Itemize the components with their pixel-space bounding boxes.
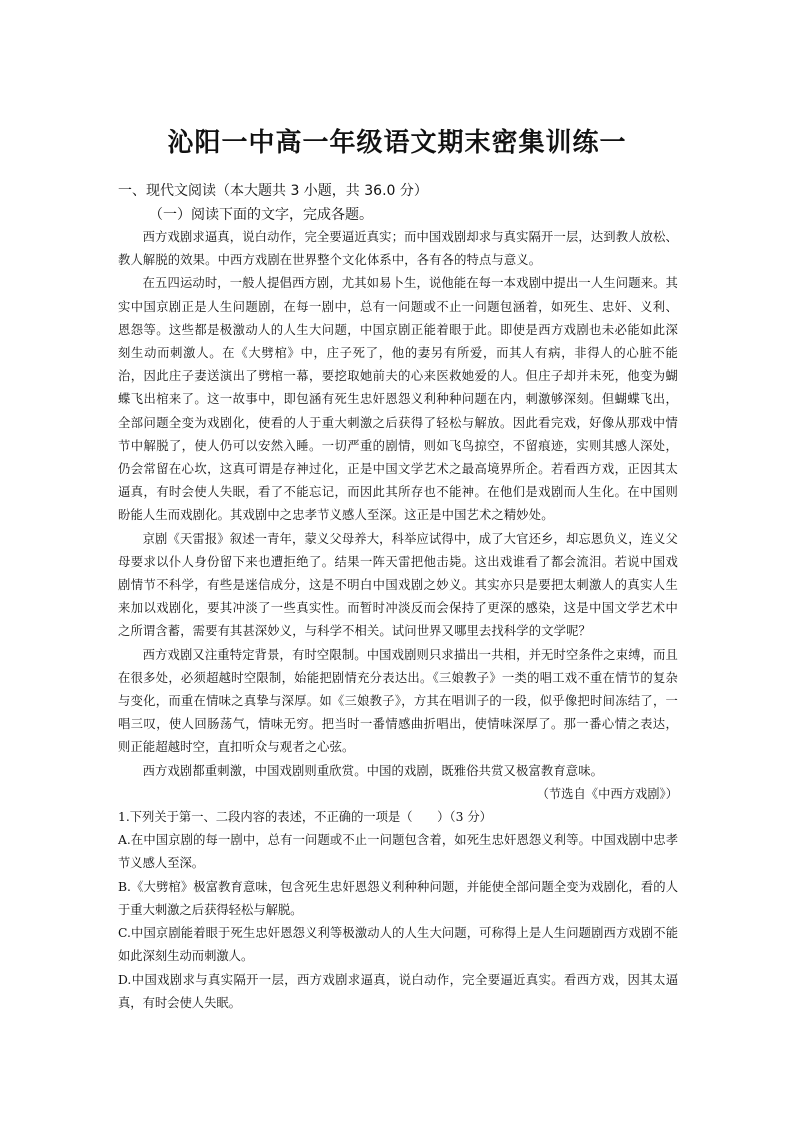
reading-passage [118, 226, 678, 1015]
page-title: 沁阳一中高一年级语文期末密集训练一 [167, 128, 627, 158]
option-b: B.《大劈棺》极富教育意味，包含死生忠奸恩怨义利种种问题，并能使全部问题全变为戏剧化，看的人于重大刺激之后获得轻松与解脱。 [118, 879, 678, 917]
option-c: C.中国京剧能着眼于死生忠奸恩怨义利等极激动人的人生大问题，可称得上是人生问题剧西方戏剧不能如此深刻生动而刺激人。 [118, 926, 678, 964]
passage-source: （节选自《中西方戏剧》） [536, 786, 678, 801]
option-d: D.中国戏剧求与真实隔开一层，西方戏剧求逼真，说白动作，完全要逼近真实。看西方戏，因其太逼真，有时会使人失眠。 [118, 972, 678, 1010]
passage-paragraph: 西方戏剧又注重特定背景，有时空限制。中国戏剧则只求描出一共相，并无时空条件之束缚，而且在很多处，必须超越时空限制，始能把剧情充分表达出。《三娘教子》一类的唱工戏不重在情节的复杂与变化，而重在情味之真挚与深厚。如《三娘教子》，方其在唱训子的一段，似乎像把时间冻结了，一唱三叹，使人回肠荡气，情味无穷。把当时一番情感曲折唱出，使情味深厚了。那一番心情之表达，则正能超越时空，直扣听众与观者之心弦。 [118, 647, 678, 755]
passage-paragraph: 在五四运动时，一般人提倡西方剧，尤其如易卜生，说他能在每一本戏剧中提出一人生问题来。其实中国京剧正是人生问题剧，在每一剧中，总有一问题或不止一问题包涵着，如死生、忠奸、义利、恩怨等。这些都是极激动人的人生大问题，中国京剧正能着眼于此。即使是西方戏剧也未必能如此深刻生动而刺激人。在《大劈棺》中，庄子死了，他的妻另有所爱，而其人有病，非得人的心脏不能治，因此庄子妻送演出了劈棺一幕，要挖取她前夫的心来医救她爱的人。但庄子却并未死，他变为蝴蝶飞出棺来了。这一故事中，即包涵有死生忠奸恩怨义利种种问题在内，刺激够深刻。但蝴蝶飞出，全部问题全变为戏剧化，使看的人于重大刺激之后获得了轻松与解放。因此看完戏，好像从那戏中情节中解脱了，使人仍可以安然入睡。一切严重的剧情，则如飞鸟掠空，不留痕迹，实则其感人深处，仍会常留在心坎，这真可谓是存神过化，正是中国文学艺术之最高境界所企。若看西方戏，正因其太逼真，有时会使人失眠，看了不能忘记，而因此其所存也不能神。在他们是戏剧而人生化。在中国则盼能人生而戏剧化。其戏剧中之忠孝节义感人至深。这正是中国艺术之精妙处。 [118, 276, 678, 523]
passage-paragraph: 西方戏剧求逼真，说白动作，完全要逼近真实；而中国戏剧却求与真实隔开一层，达到教人放松、教人解脱的效果。中西方戏剧在世界整个文化体系中，各有各的特点与意义。 [118, 230, 678, 268]
option-a: A.在中国京剧的每一剧中，总有一问题或不止一问题包含着，如死生忠奸恩怨义利等。中国戏剧中忠孝节义感人至深。 [118, 833, 678, 871]
passage-paragraph: 京剧《天雷报》叙述一青年，蒙义父母养大，科举应试得中，成了大官还乡，却忘恩负义，连义父母要求以仆人身份留下来也遭拒绝了。结果一阵天雷把他击毙。这出戏谁看了都会流泪。若说中国戏剧情节不科学，有些是迷信成分，这是不明白中国戏剧之妙义。其实亦只是要把太刺激人的真实人生来加以戏剧化，要其冲淡了一些真实性。而暂时冲淡反而会保持了更深的感染，这是中国文学艺术中之所谓含蓄，需要有其甚深妙义，与科学不相关。试问世界又哪里去找科学的文学呢？ [118, 531, 678, 639]
passage-paragraph: 西方戏剧都重刺激，中国戏剧则重欣赏。中国的戏剧，既雅俗共赏又极富教育意味。 [142, 763, 604, 778]
section-heading: 一、现代文阅读（本大题共 3 小题，共 36.0 分） [118, 183, 428, 199]
question-stem: 1.下列关于第一、二段内容的表述，不正确的一项是（ ）（3 分） [118, 810, 492, 825]
subsection-heading: （一）阅读下面的文字，完成各题。 [149, 207, 373, 223]
